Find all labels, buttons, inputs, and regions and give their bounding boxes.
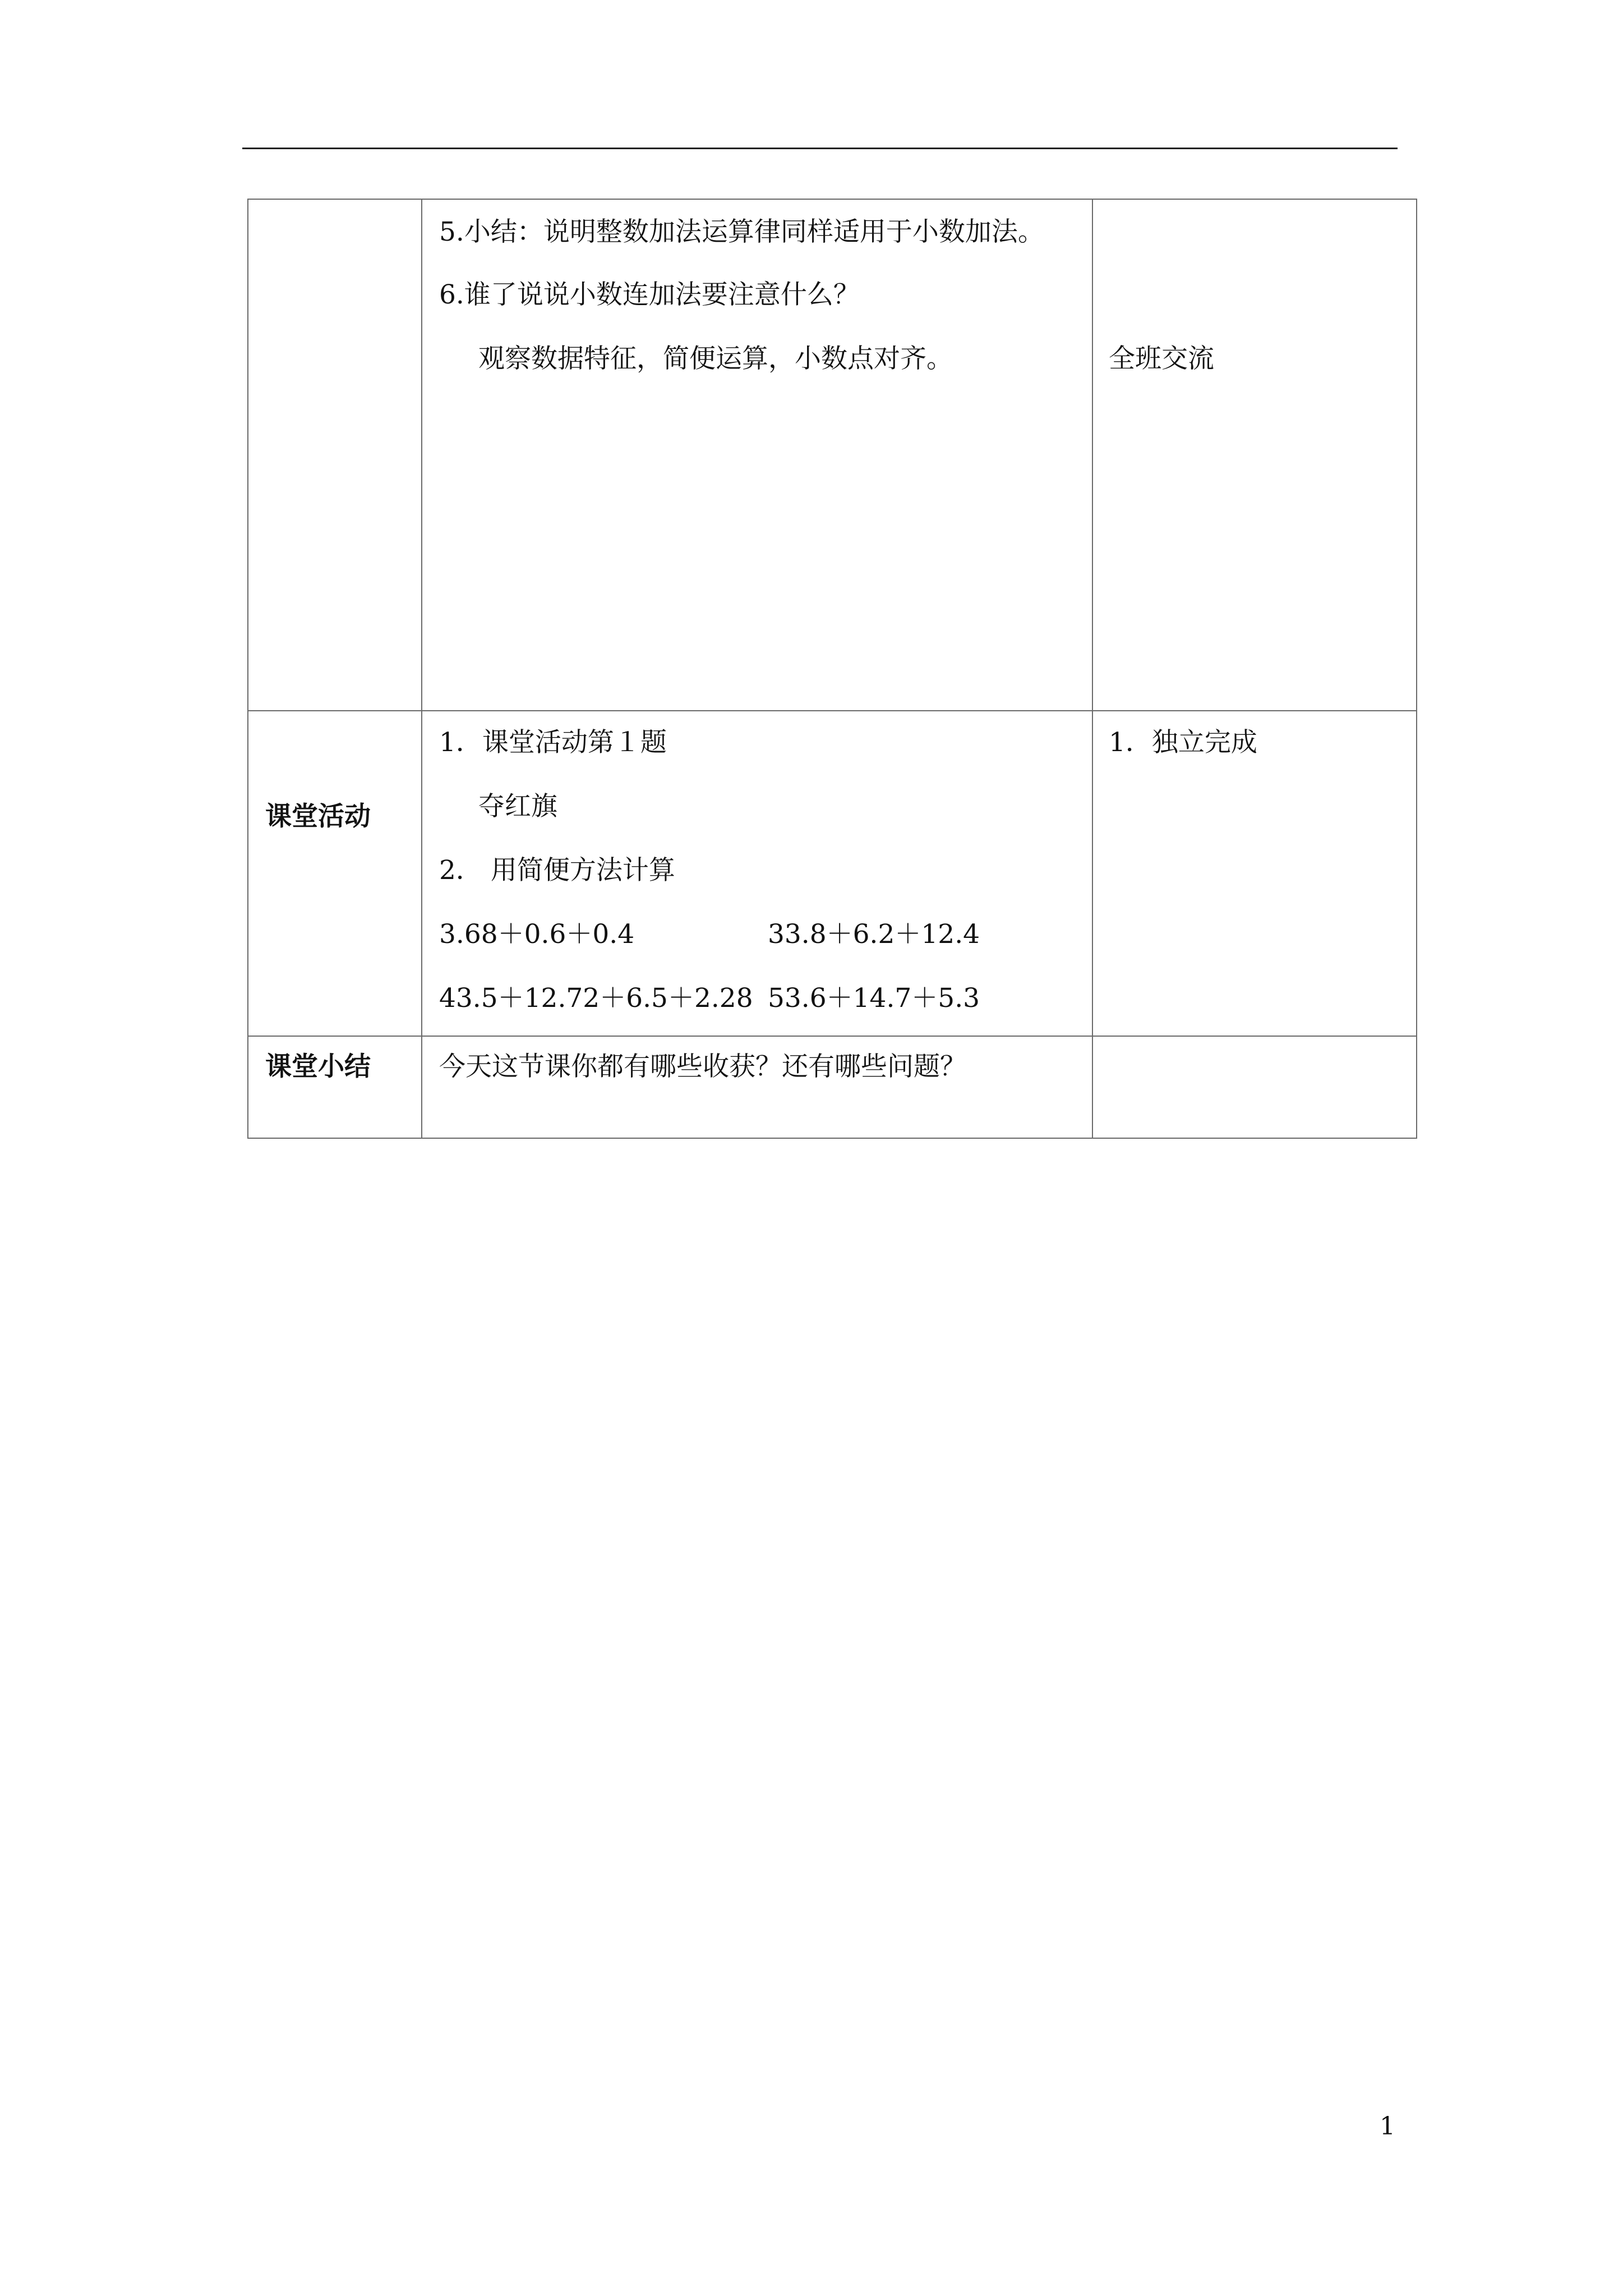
row2-expression-3: 43.5＋12.72＋6.5＋2.28 <box>439 983 753 1014</box>
row3-label-cell <box>248 1036 422 1138</box>
table-row-class-activity <box>248 711 1417 1036</box>
row2-content-line-1: 1．课堂活动第１题 <box>439 727 667 758</box>
header-rule <box>242 148 1398 149</box>
row2-note: 1．独立完成 <box>1109 727 1257 758</box>
row1-content-cell <box>422 199 1092 711</box>
lesson-plan-table <box>247 199 1417 1139</box>
page-number: 1 <box>1380 2112 1395 2141</box>
row2-content-cell <box>422 711 1092 1036</box>
table-row-summary-discussion <box>248 199 1417 711</box>
row1-label-cell <box>248 199 422 711</box>
row3-note-cell <box>1092 1036 1417 1138</box>
row1-content-line-1: 5.小结：说明整数加法运算律同样适用于小数加法。 <box>439 217 1044 247</box>
row2-content-line-3: 2． 用简便方法计算 <box>439 855 675 886</box>
row2-expression-4: 53.6＋14.7＋5.3 <box>768 983 980 1014</box>
row1-content-line-2: 6.谁了说说小数连加法要注意什么？ <box>439 279 860 310</box>
row1-note: 全班交流 <box>1109 343 1214 374</box>
row2-label-cell <box>248 711 422 1036</box>
row2-expression-1: 3.68＋0.6＋0.4 <box>439 919 635 950</box>
table-row-class-summary <box>248 1036 1417 1138</box>
row1-note-cell <box>1092 199 1417 711</box>
row2-label: 课堂活动 <box>265 801 371 832</box>
row2-expression-2: 33.8＋6.2＋12.4 <box>768 919 980 950</box>
row1-content-line-3: 观察数据特征，简便运算，小数点对齐。 <box>478 343 953 374</box>
row3-content-cell <box>422 1036 1092 1138</box>
row2-note-cell <box>1092 711 1417 1036</box>
row3-label: 课堂小结 <box>265 1051 371 1082</box>
row2-content-line-2: 夺红旗 <box>478 791 557 822</box>
row3-content-line-1: 今天这节课你都有哪些收获？还有哪些问题？ <box>439 1051 966 1082</box>
